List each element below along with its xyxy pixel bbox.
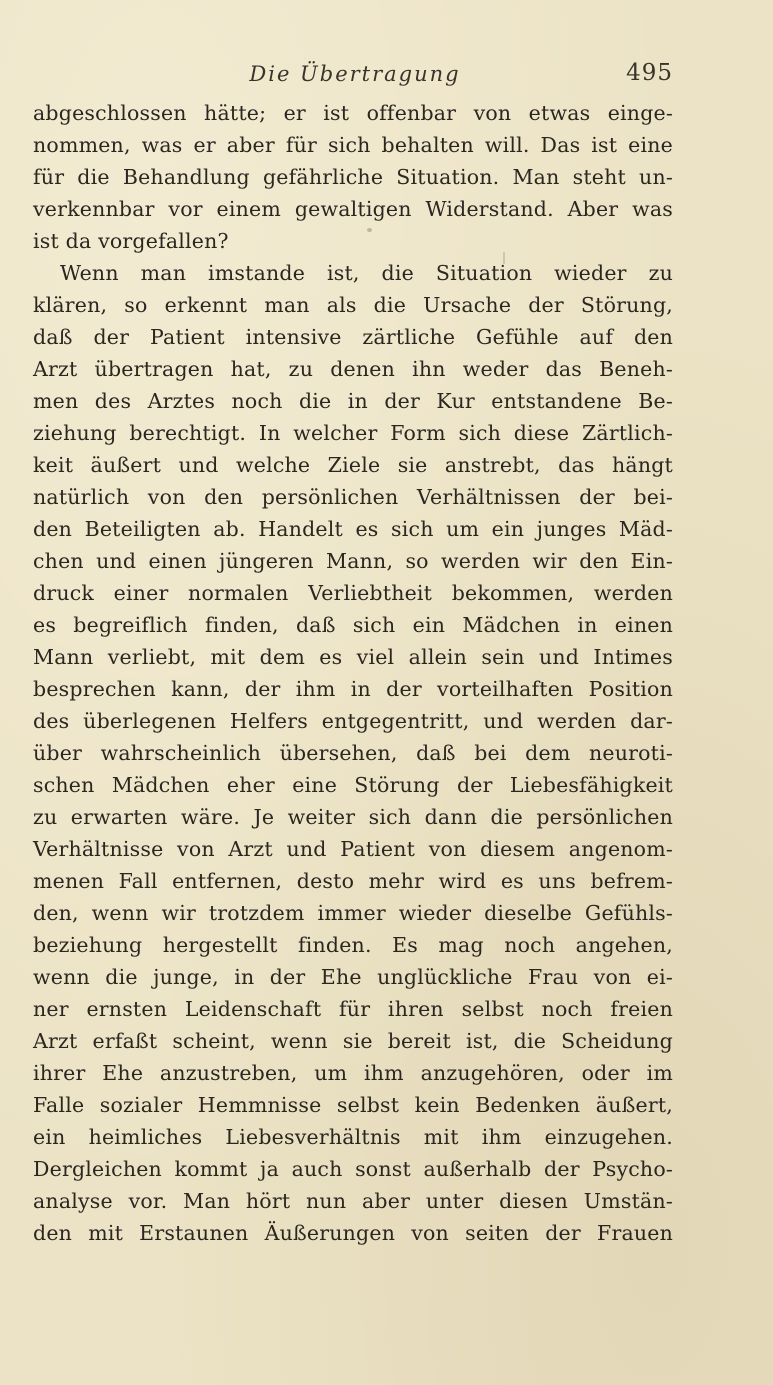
- text-line: beziehung hergestellt finden. Es mag noch angehen,: [33, 933, 673, 957]
- text-line: des überlegenen Helfers entgegentritt, und werden dar-: [33, 709, 673, 733]
- text-line: es begreiflich finden, daß sich ein Mädchen in einen: [33, 613, 673, 637]
- paragraph-start-line: Wenn man imstande ist, die Situation wieder zu: [60, 261, 673, 285]
- paper-speck: [503, 252, 505, 264]
- text-line: druck einer normalen Verliebtheit bekommen, werden: [33, 581, 673, 605]
- text-line: wenn die junge, in der Ehe unglückliche Frau von ei-: [33, 965, 673, 989]
- running-title: Die Übertragung: [249, 62, 461, 86]
- text-line: analyse vor. Man hört nun aber unter diesen Umstän-: [33, 1189, 673, 1213]
- text-line: abgeschlossen hätte; er ist offenbar von etwas einge-: [33, 101, 673, 125]
- text-line: für die Behandlung gefährliche Situation. Man steht un-: [33, 165, 673, 189]
- text-line: den Beteiligten ab. Handelt es sich um ein junges Mäd-: [33, 517, 673, 541]
- text-line: verkennbar vor einem gewaltigen Widerstand. Aber was: [33, 197, 673, 221]
- text-line: über wahrscheinlich übersehen, daß bei dem neuroti-: [33, 741, 673, 765]
- text-line: ner ernsten Leidenschaft für ihren selbst noch freien: [33, 997, 673, 1021]
- text-line: natürlich von den persönlichen Verhältnissen der bei-: [33, 485, 673, 509]
- text-line: zu erwarten wäre. Je weiter sich dann die persönlichen: [33, 805, 673, 829]
- page-number: 495: [626, 60, 673, 86]
- text-line: den mit Erstaunen Äußerungen von seiten der Frauen: [33, 1221, 673, 1245]
- text-line: Arzt übertragen hat, zu denen ihn weder das Beneh-: [33, 357, 673, 381]
- paper-speck: [367, 228, 372, 232]
- text-line: klären, so erkennt man als die Ursache der Störung,: [33, 293, 673, 317]
- text-line: keit äußert und welche Ziele sie anstrebt, das hängt: [33, 453, 673, 477]
- text-line: menen Fall entfernen, desto mehr wird es uns befrem-: [33, 869, 673, 893]
- running-head: [0, 60, 773, 94]
- text-line: Falle sozialer Hemmnisse selbst kein Bedenken äußert,: [33, 1093, 673, 1117]
- text-line: ist da vorgefallen?: [33, 229, 229, 253]
- text-line: nommen, was er aber für sich behalten will. Das ist eine: [33, 133, 673, 157]
- text-line: besprechen kann, der ihm in der vorteilhaften Position: [33, 677, 673, 701]
- body-text: [33, 97, 673, 1249]
- text-line: Verhältnisse von Arzt und Patient von diesem angenom-: [33, 837, 673, 861]
- text-line: Arzt erfaßt scheint, wenn sie bereit ist, die Scheidung: [33, 1029, 673, 1053]
- text-line: Dergleichen kommt ja auch sonst außerhalb der Psycho-: [33, 1157, 673, 1181]
- text-line: chen und einen jüngeren Mann, so werden wir den Ein-: [33, 549, 673, 573]
- text-line: ziehung berechtigt. In welcher Form sich diese Zärtlich-: [33, 421, 673, 445]
- text-line: ein heimliches Liebesverhältnis mit ihm einzugehen.: [33, 1125, 673, 1149]
- text-line: ihrer Ehe anzustreben, um ihm anzugehören, oder im: [33, 1061, 673, 1085]
- text-line: daß der Patient intensive zärtliche Gefühle auf den: [33, 325, 673, 349]
- text-line: Mann verliebt, mit dem es viel allein sein und Intimes: [33, 645, 673, 669]
- text-line: den, wenn wir trotzdem immer wieder dieselbe Gefühls-: [33, 901, 673, 925]
- text-line: schen Mädchen eher eine Störung der Liebesfähigkeit: [33, 773, 673, 797]
- text-line: men des Arztes noch die in der Kur entstandene Be-: [33, 389, 673, 413]
